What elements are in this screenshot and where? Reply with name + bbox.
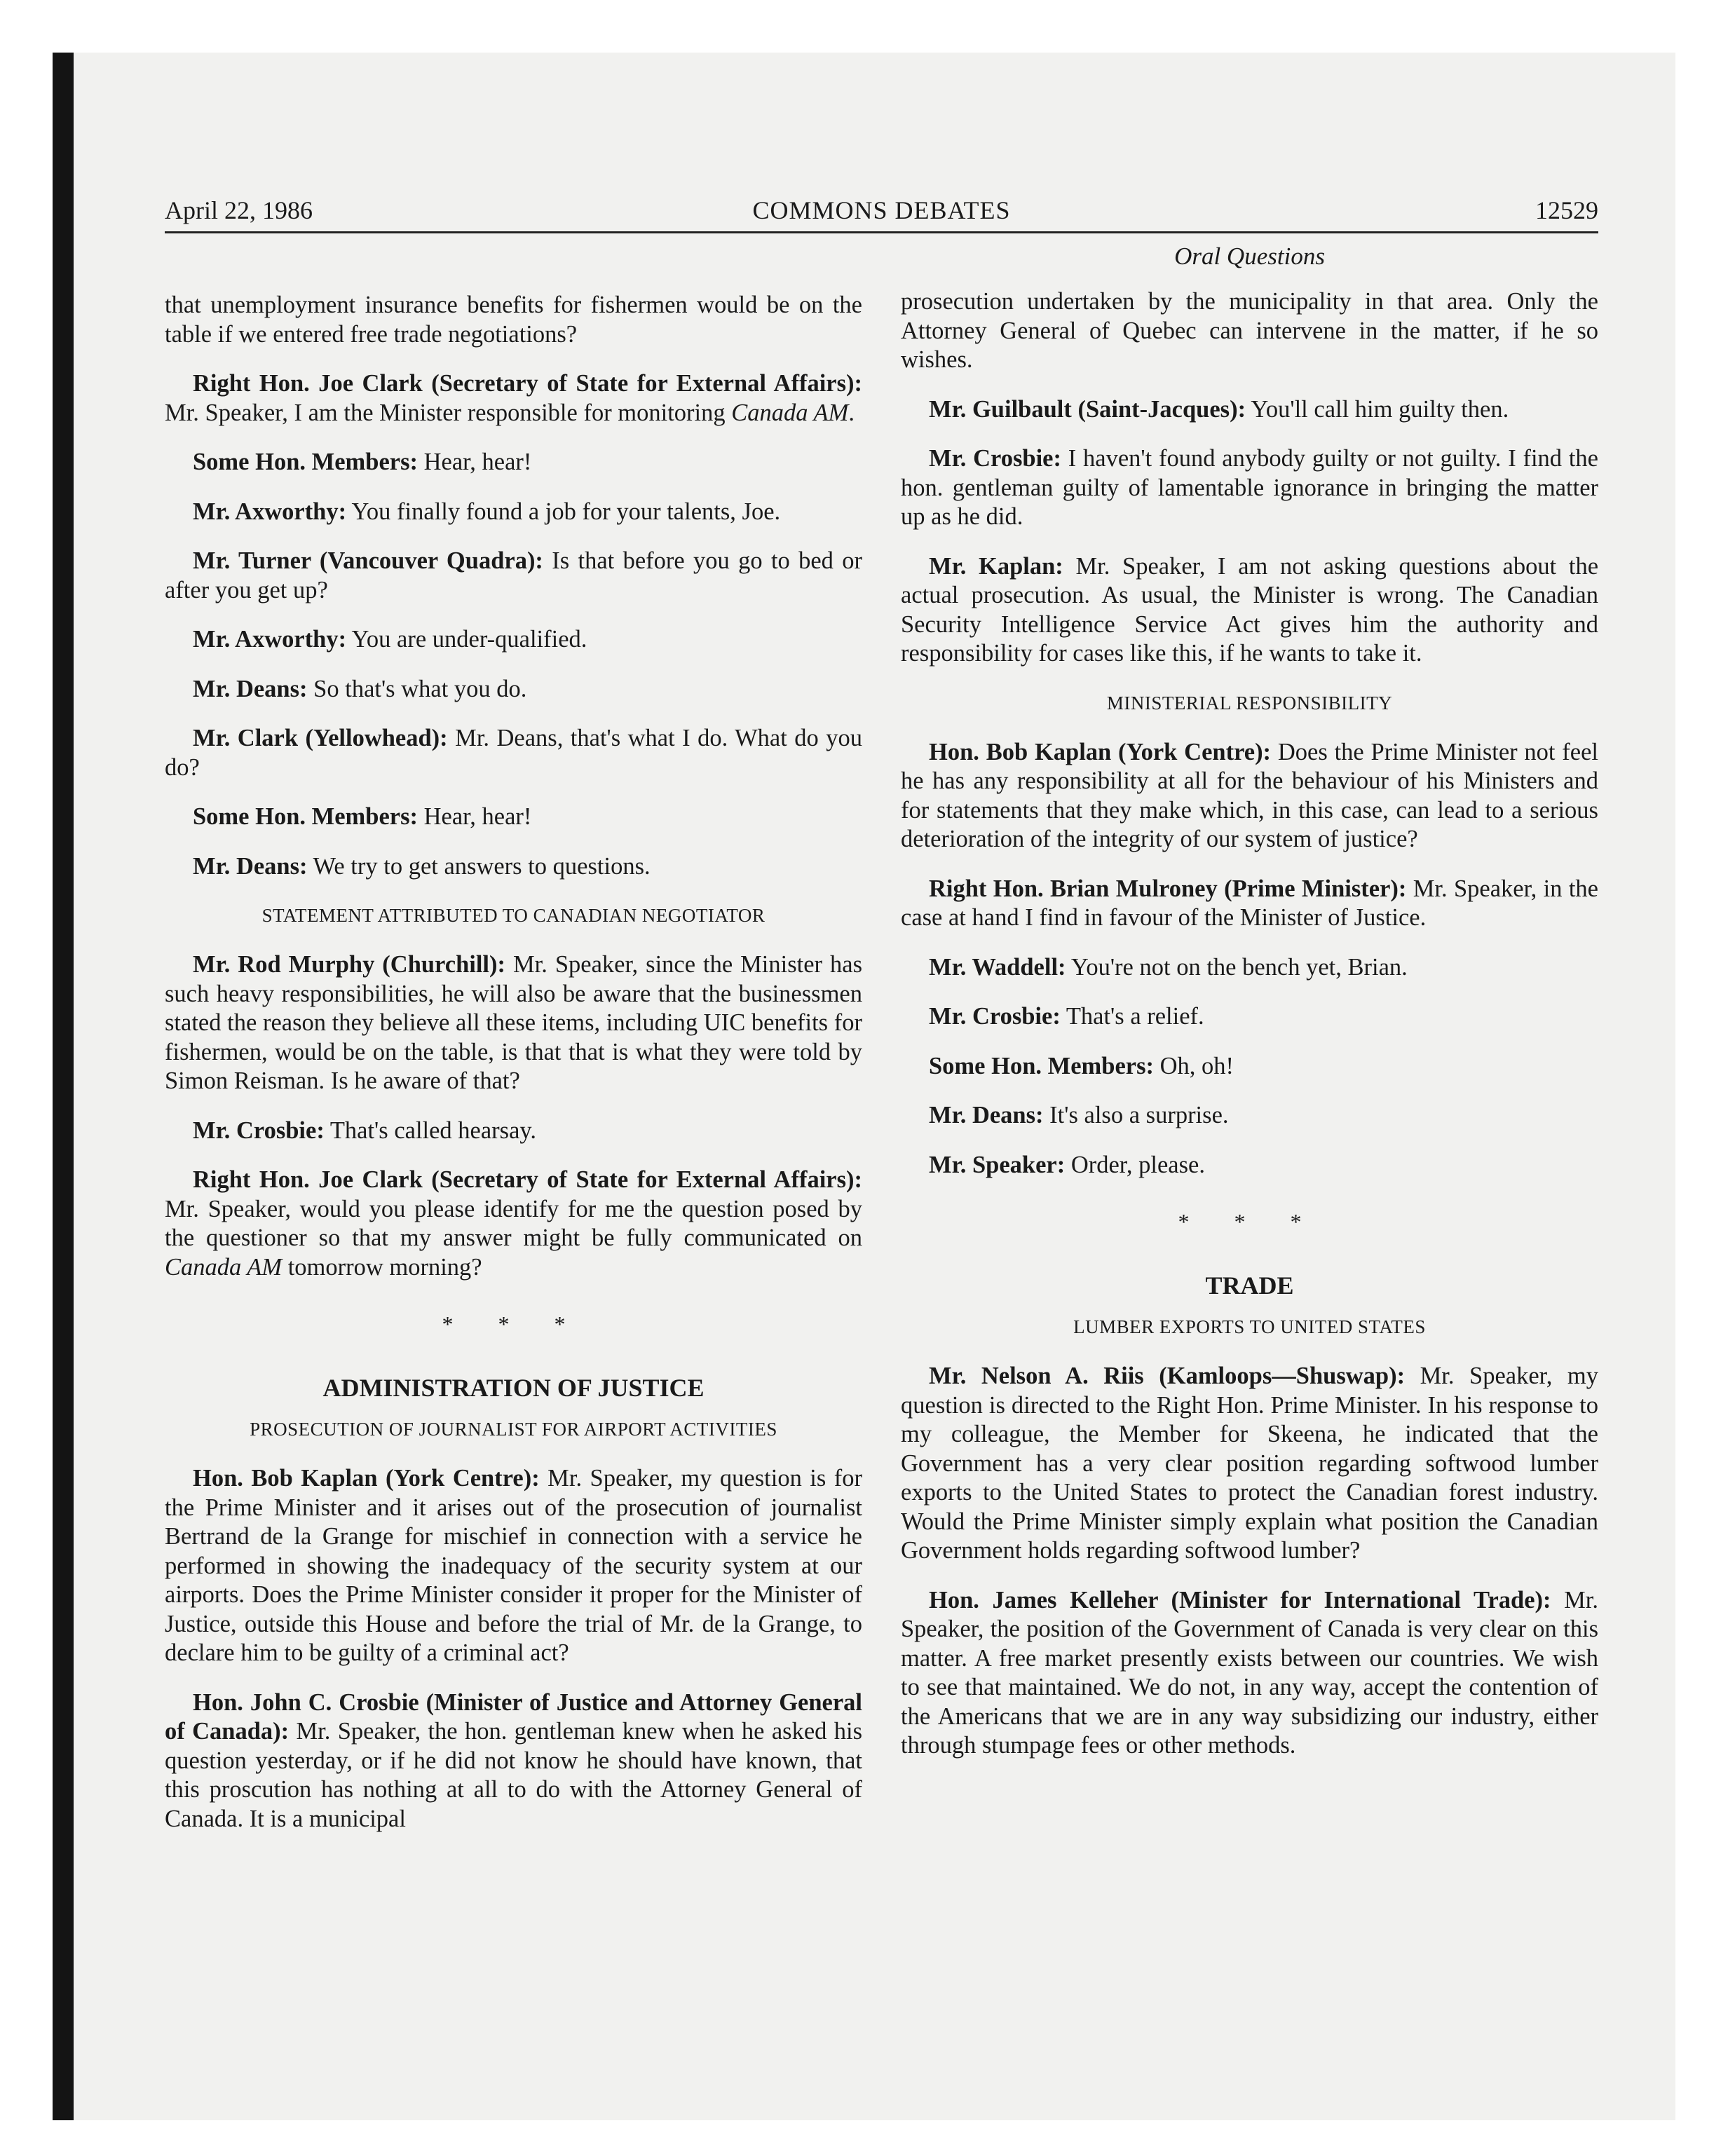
speaker-name: Right Hon. Joe Clark (Secretary of State for External Affairs):	[193, 370, 862, 397]
speech-paragraph	[901, 1052, 1598, 1082]
program-title: Canada AM	[165, 1253, 283, 1281]
continued-paragraph: that unemployment insurance benefits for fishermen would be on the table if we entered free trade negotiations?	[165, 292, 862, 348]
speaker-name: Some Hon. Members:	[193, 449, 418, 475]
speaker-name: Mr. Turner (Vancouver Quadra):	[193, 547, 543, 574]
speaker-name: Mr. Axworthy:	[193, 626, 347, 653]
speech-paragraph	[165, 724, 862, 782]
speaker-name: Mr. Nelson A. Riis (Kamloops—Shuswap):	[929, 1363, 1406, 1389]
header-page-number: 12529	[1535, 196, 1598, 224]
speech-paragraph	[165, 803, 862, 832]
speaker-name: Right Hon. Joe Clark (Secretary of State for External Affairs):	[193, 1166, 862, 1193]
speaker-name: Hon. James Kelleher (Minister for International Trade):	[929, 1586, 1551, 1613]
speech-paragraph	[165, 625, 862, 655]
speech-text: Mr. Speaker, my question is directed to the Right Hon. Prime Minister. In his response to my colleague, the Member for Skeena, he indicated that the Government has a very clear position regarding softwood lumber exports to the United States to protect the Canadian forest industry. Would the Prime Minister simply explain what position the Canadian Government holds regarding softwood lumber?	[901, 1363, 1598, 1564]
speech-paragraph	[165, 547, 862, 605]
speech-text: So that's what you do.	[307, 675, 527, 702]
speech-paragraph	[165, 1166, 862, 1282]
speech-paragraph	[901, 1362, 1598, 1566]
right-column	[901, 240, 1598, 1781]
speech-text: Mr. Speaker, the hon. gentleman knew when he asked his question yesterday, or if he did not know he should have known, that this proscution has nothing at all to do with the Attorney General of Canada. It is a municipal	[165, 1718, 862, 1832]
program-title: Canada AM	[731, 399, 849, 426]
speech-paragraph	[165, 448, 862, 477]
speaker-name: Mr. Deans:	[929, 1102, 1044, 1128]
speech-text: Does the Prime Minister not feel he has any responsibility at all for the behaviour of his Ministers and for statements that they make which, in this case, can lead to a serious deterioration of the integrity of our system of justice?	[901, 738, 1599, 852]
speaker-name: Some Hon. Members:	[929, 1052, 1154, 1079]
speech-paragraph	[165, 852, 862, 882]
document-page	[165, 189, 1598, 2082]
speech-paragraph	[901, 953, 1598, 983]
speech-paragraph	[901, 1586, 1598, 1761]
subsection-heading: MINISTERIAL RESPONSIBILITY	[1106, 692, 1393, 714]
speaker-name: Hon. Bob Kaplan (York Centre):	[929, 738, 1272, 765]
speaker-name: Mr. Deans:	[193, 675, 308, 702]
speaker-name: Mr. Crosbie:	[929, 1003, 1061, 1030]
speech-text: Mr. Speaker, in the case at hand I find in favour of the Minister of Justice.	[901, 875, 1598, 931]
speech-paragraph	[901, 395, 1598, 425]
scan-edge	[53, 53, 74, 2120]
speaker-name: Right Hon. Brian Mulroney (Prime Minister):	[929, 875, 1407, 902]
speech-paragraph	[165, 1464, 862, 1668]
speech-text: Is that before you go to bed or after you get up?	[165, 547, 863, 603]
speaker-name: Mr. Crosbie:	[193, 1117, 325, 1144]
speech-text-tail: tomorrow morning?	[282, 1253, 482, 1281]
speech-paragraph	[165, 369, 862, 428]
speech-paragraph	[901, 444, 1598, 532]
section-heading: TRADE	[1205, 1271, 1294, 1299]
section-label: Oral Questions	[1174, 243, 1325, 270]
speech-paragraph	[901, 738, 1598, 854]
running-head	[165, 189, 1598, 233]
speech-text: I haven't found anybody guilty or not guilty. I find the hon. gentleman guilty of lamentable ignorance in bringing the matter up as he did.	[901, 445, 1598, 530]
speech-text: Mr. Speaker, I am not asking questions about the actual prosecution. As usual, the Minister is wrong. The Canadian Security Intelligence Service Act gives him the authority and responsibility for cases like this, if he wants to take it.	[901, 552, 1599, 667]
speaker-name: Mr. Clark (Yellowhead):	[193, 725, 448, 751]
subsection-heading: PROSECUTION OF JOURNALIST FOR AIRPORT ACTIVITIES	[250, 1419, 777, 1440]
speaker-name: Mr. Kaplan:	[929, 552, 1063, 580]
speech-text: Oh, oh!	[1153, 1052, 1234, 1079]
speaker-name: Mr. Deans:	[193, 852, 308, 880]
speech-paragraph	[165, 675, 862, 704]
speech-text: Mr. Speaker, my question is for the Prime Minister and it arises out of the prosecution of journalist Bertrand de la Grange for mischief in connection with a service he performed in showing the inadequacy of the security system at our airports. Does the Prime Minister consider it proper for the Minister of Justice, outside this House and before the trial of Mr. de la Grange, to declare him to be guilty of a criminal act?	[165, 1465, 862, 1666]
left-column	[165, 291, 862, 1854]
speech-paragraph	[165, 1117, 862, 1146]
speech-paragraph	[901, 1101, 1598, 1131]
speaker-name: Mr. Guilbault (Saint-Jacques):	[929, 395, 1246, 423]
speaker-name: Some Hon. Members:	[193, 803, 418, 830]
speech-paragraph	[901, 875, 1598, 933]
header-date: April 22, 1986	[165, 196, 313, 224]
subsection-heading: STATEMENT ATTRIBUTED TO CANADIAN NEGOTIATOR	[261, 905, 766, 926]
speech-text: You're not on the bench yet, Brian.	[1066, 953, 1408, 981]
speech-text: Mr. Speaker, I am the Minister responsible for monitoring	[165, 399, 732, 426]
speech-text: Mr. Speaker, the position of the Government of Canada is very clear on this matter. A free market presently exists between our countries. We wish to see that maintained. We do not, in any way, accept the contention of the Americans that we are in any way subsidizing our industry, either through stumpage fees or other methods.	[901, 1586, 1598, 1759]
speaker-name: Hon. John C. Crosbie (Minister of Justice and Attorney General of Canada):	[165, 1688, 862, 1745]
speaker-name: Mr. Axworthy:	[193, 498, 347, 525]
speaker-name: Mr. Waddell:	[929, 953, 1066, 981]
speech-text: You finally found a job for your talents, Joe.	[346, 498, 781, 525]
section-separator: * * *	[442, 1311, 585, 1337]
section-heading: ADMINISTRATION OF JUSTICE	[322, 1374, 705, 1402]
header-publication: COMMONS DEBATES	[752, 196, 1011, 224]
speech-paragraph	[165, 1688, 862, 1834]
speech-text: You'll call him guilty then.	[1246, 395, 1509, 423]
speech-text: That's called hearsay.	[324, 1117, 537, 1144]
speech-paragraph	[901, 552, 1598, 669]
speech-paragraph	[165, 950, 862, 1096]
speech-text: Hear, hear!	[417, 449, 532, 475]
speech-text: Hear, hear!	[417, 803, 532, 830]
speech-text-tail: .	[848, 399, 855, 426]
speech-paragraph	[901, 1151, 1598, 1180]
subsection-heading: LUMBER EXPORTS TO UNITED STATES	[1073, 1316, 1426, 1337]
speech-text: Mr. Speaker, since the Minister has such heavy responsibilities, he will also be aware that the businessmen stated the reason they believe all these items, including UIC benefits for fishermen, would be on the table, is that that is what they were told by Simon Reisman. Is he aware of that?	[165, 951, 862, 1094]
speaker-name: Hon. Bob Kaplan (York Centre):	[193, 1465, 540, 1492]
speaker-name: Mr. Crosbie:	[929, 445, 1061, 472]
speech-text: Mr. Speaker, would you please identify for me the question posed by the questioner so that my answer might be fully communicated on	[165, 1195, 862, 1251]
speech-text: Order, please.	[1065, 1151, 1205, 1178]
speech-paragraph	[165, 498, 862, 527]
speech-paragraph	[901, 1002, 1598, 1032]
speech-text: You are under-qualified.	[346, 626, 587, 653]
speaker-name: Mr. Rod Murphy (Churchill):	[193, 951, 505, 978]
speech-text: Mr. Deans, that's what I do. What do you do?	[165, 725, 862, 781]
speech-text: We try to get answers to questions.	[307, 852, 651, 880]
section-separator: * * *	[1178, 1209, 1321, 1234]
continued-paragraph: prosecution undertaken by the municipality in that area. Only the Attorney General of Quebec can intervene in the matter, if he so wishes.	[901, 288, 1598, 373]
speech-text: That's a relief.	[1060, 1003, 1204, 1030]
speaker-name: Mr. Speaker:	[929, 1151, 1066, 1178]
speech-text: It's also a surprise.	[1043, 1102, 1229, 1128]
